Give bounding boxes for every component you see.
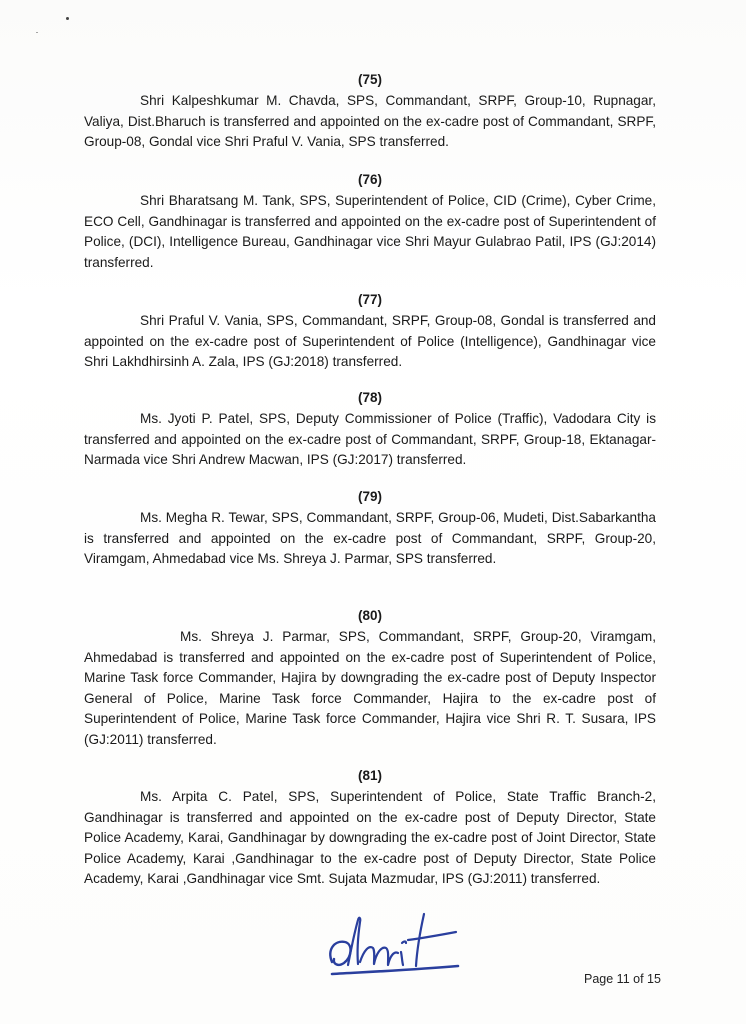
order-text: Ms. Arpita C. Patel, SPS, Superintendent of Police, State Traffic Branch-2, Gandhinagar is transferred and appointed on the ex-cadre post of Deputy Director, State Police Academy, Karai, Gandhinagar by downgrading the ex-cadre post of Joint Director, State Police Academy, Karai ,Gandhinagar to the ex-cadre post of Deputy Director, State Police Academy, Karai ,Gandhinagar vice Smt. Sujata Mazmudar, IPS (GJ:2011) transferred. [84,789,656,886]
order-80 [84,606,656,750]
order-77 [84,290,656,373]
order-text: Shri Praful V. Vania, SPS, Commandant, SRPF, Group-08, Gondal is transferred and appointed on the ex-cadre post of Superintendent of Police (Intelligence), Gandhinagar vice Shri Lakhdhirsinh A. Zala, IPS (GJ:2018) transferred. [84,313,656,369]
order-text: Ms. Jyoti P. Patel, SPS, Deputy Commissioner of Police (Traffic), Vadodara City is transferred and appointed on the ex-cadre post of Commandant, SRPF, Group-18, Ektanagar-Narmada vice Shri Andrew Macwan, IPS (GJ:2017) transferred. [84,411,656,467]
order-number: (80) [357,608,382,623]
order-81 [84,766,656,890]
order-text: Shri Kalpeshkumar M. Chavda, SPS, Commandant, SRPF, Group-10, Rupnagar, Valiya, Dist.Bharuch is transferred and appointed on the ex-cadre post of Commandant, SRPF, Group-08, Gondal vice Shri Praful V. Vania, SPS transferred. [84,93,656,149]
order-number: (79) [357,489,382,504]
order-text: Ms. Shreya J. Parmar, SPS, Commandant, SRPF, Group-20, Viramgam, Ahmedabad is transferred and appointed on the ex-cadre post of Superintendent of Police, Marine Task force Commander, Hajira by downgrading the ex-cadre post of Deputy Inspector General of Police, Marine Task force Commander, Hajira to the ex-cadre post of Superintendent of Police, Marine Task force Commander, Hajira vice Shri R. T. Susara, IPS (GJ:2011) transferred. [84,629,656,747]
order-78 [84,388,656,471]
order-number: (81) [357,768,382,783]
order-76 [84,170,656,273]
order-text: Shri Bharatsang M. Tank, SPS, Superintendent of Police, CID (Crime), Cyber Crime, ECO Cell, Gandhinagar is transferred and appointed on the ex-cadre post of Superintendent of Police, (DCI), Intelligence Bureau, Gandhinagar vice Shri Mayur Gulabrao Patil, IPS (GJ:2014) transferred. [84,193,656,270]
scan-speck [36,32,38,33]
scan-speck [66,17,69,20]
order-number: (76) [357,172,382,187]
handwritten-signature [318,910,468,982]
order-number: (75) [357,72,382,87]
page-number: Page 11 of 15 [584,972,661,986]
order-75 [84,70,656,153]
order-number: (77) [357,292,382,307]
order-number: (78) [357,390,382,405]
order-79 [84,487,656,570]
order-text: Ms. Megha R. Tewar, SPS, Commandant, SRPF, Group-06, Mudeti, Dist.Sabarkantha is transferred and appointed on the ex-cadre post of Commandant, SRPF, Group-20, Viramgam, Ahmedabad vice Ms. Shreya J. Parmar, SPS transferred. [84,510,656,566]
